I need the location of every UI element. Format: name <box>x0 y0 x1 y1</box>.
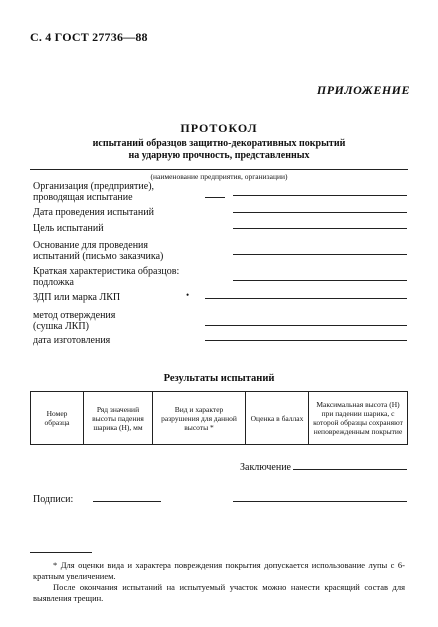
column-header-damage-type: Вид и характер разрушения для данной высоты * <box>153 392 246 445</box>
column-header-score: Оценка в баллах <box>246 392 309 445</box>
table-header-row <box>31 392 408 445</box>
subtitle-line-2: на ударную прочность, представленных <box>128 150 310 161</box>
organization-name-caption: (наименование предприятия, организации) <box>150 172 288 181</box>
field-curing-method-label: метод отверждения (сушка ЛКП) <box>33 310 116 332</box>
results-title: Результаты испытаний <box>163 373 275 384</box>
field-manufacture-date-line <box>205 340 407 341</box>
field-organization-label: Организация (предприятие), проводящая испытание <box>33 181 155 203</box>
field-test-purpose-label: Цель испытаний <box>33 223 104 234</box>
field-organization-line <box>233 195 407 196</box>
field-test-date-label: Дата проведения испытаний <box>33 207 154 218</box>
conclusion-label: Заключение <box>240 462 291 473</box>
page-reference: С. 4 ГОСТ 27736—88 <box>30 30 148 44</box>
footnote-magnifier: * Для оценки вида и характера повреждения покрытия допускается использование лупы с 6-кратным увеличением. <box>33 560 405 581</box>
field-coating-line <box>205 298 407 299</box>
field-basis-label: Основание для проведения испытаний (письмо заказчика) <box>33 240 164 262</box>
field-manufacture-date-label: дата изготовления <box>33 335 111 346</box>
footnote-dye: После окончания испытаний на испытуемый участок можно нанести красящий состав для выявления трещин. <box>33 582 405 603</box>
field-sample-characteristics-label: Краткая характеристика образцов: подложка <box>33 266 180 288</box>
column-header-max-height: Максимальная высота (Н) при падении шарика, с которой образцы сохраняют неповрежденным покрытие <box>309 392 408 445</box>
field-coating-label: ЗДП или марка ЛКП <box>33 292 121 303</box>
conclusion-line <box>293 469 407 470</box>
document-title: ПРОТОКОЛ <box>180 121 258 135</box>
appendix-label: ПРИЛОЖЕНИЕ <box>316 83 410 97</box>
column-header-drop-heights: Ряд значений высоты падения шарика (Н), мм <box>84 392 153 445</box>
signatures-label: Подписи: <box>33 494 74 505</box>
field-basis-line <box>233 254 407 255</box>
field-substrate-line <box>233 280 407 281</box>
subtitle-line-1: испытаний образцов защитно-декоративных покрытий <box>92 138 346 149</box>
field-coating-mark: • <box>186 290 190 300</box>
field-test-purpose-line <box>233 228 407 229</box>
organization-name-line <box>30 169 408 170</box>
footnote-separator <box>30 552 92 553</box>
field-organization-dash <box>205 197 225 198</box>
signature-line-1 <box>93 501 161 502</box>
column-header-sample-number: Номер образца <box>31 392 84 445</box>
signature-line-2 <box>233 501 407 502</box>
field-test-date-line <box>233 212 407 213</box>
field-curing-method-line <box>205 325 407 326</box>
results-table <box>30 391 408 445</box>
